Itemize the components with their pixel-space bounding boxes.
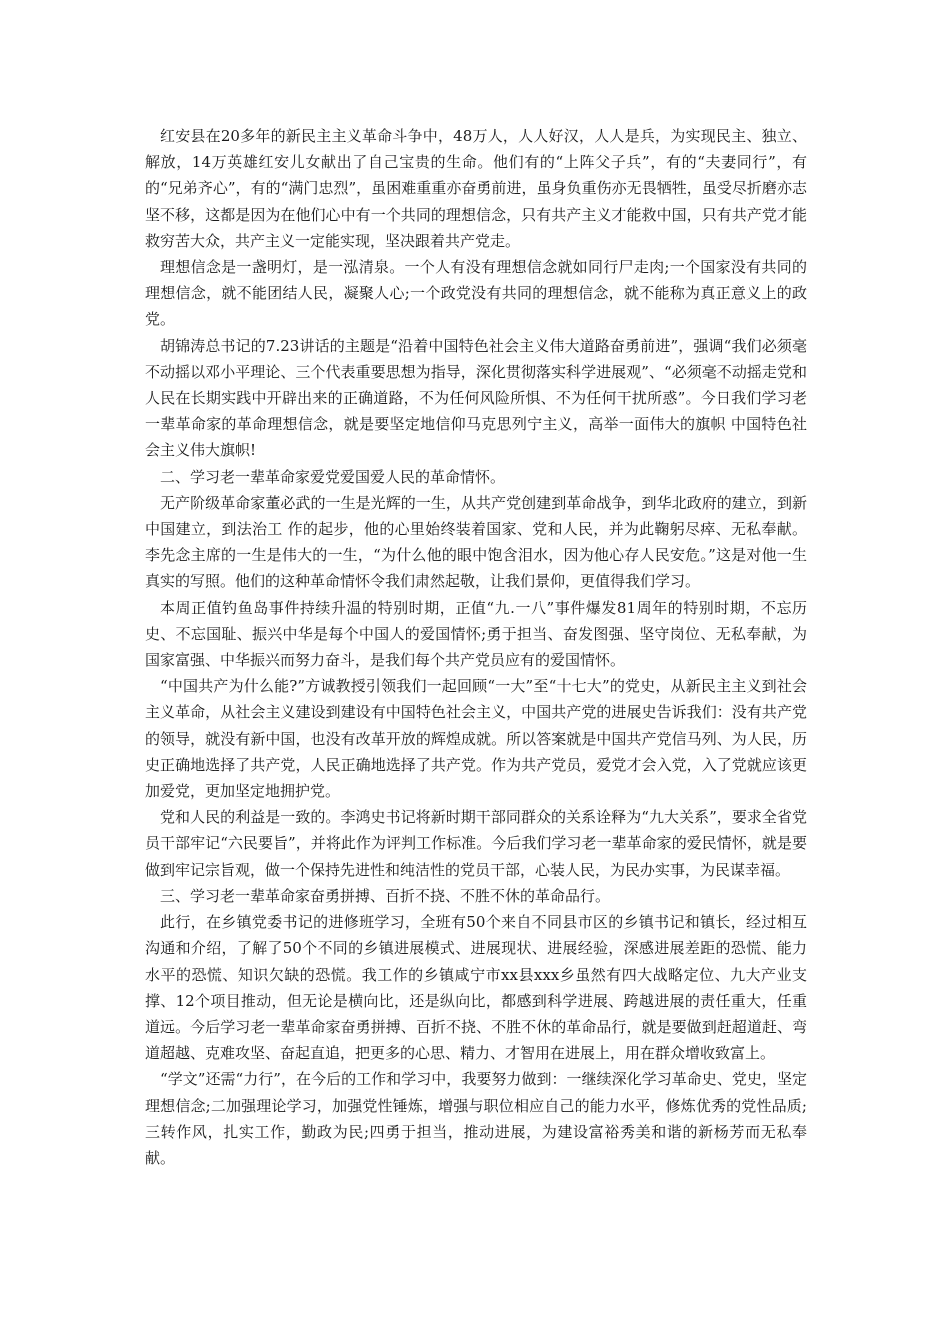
- document-body: [145, 123, 807, 1171]
- paragraph-study-and-practice: “学文”还需“力行”，在今后的工作和学习中，我要努力做到：一继续深化学习革命史、党史，坚定理想信念;二加强理论学习，加强党性锤炼，增强与职位相应自己的能力水平，修炼优秀的党性品质;三转作风，扎实工作，勤政为民;四勇于担当，推动进展，为建设富裕秀美和谐的新杨芳而无私奉献。: [145, 1070, 807, 1167]
- paragraph-hongan-revolution: 红安县在20多年的新民主主义革命斗争中，48万人，人人好汉，人人是兵，为实现民主、独立、解放，14万英雄红安儿女献出了自己宝贵的生命。他们有的“上阵父子兵”，有的“夫妻同行”，有的“兄弟齐心”，有的“满门忠烈”，虽困难重重亦奋勇前进，虽身负重伤亦无畏牺牲，虽受尽折磨亦志坚不移，这都是因为在他们心中有一个共同的理想信念，只有共产主义才能救中国，只有共产党才能救穷苦大众，共产主义一定能实现，坚决跟着共产党走。: [145, 127, 807, 250]
- section-heading-two: 二、学习老一辈革命家爱党爱国爱人民的革命情怀。: [160, 467, 506, 486]
- paragraph-party-and-people: 党和人民的利益是一致的。李鸿史书记将新时期干部同群众的关系诠释为“九大关系”，要求全省党员干部牢记“六民要旨”，并将此作为评判工作标准。今后我们学习老一辈革命家的爱民情怀，就是要做到牢记宗旨观，做一个保持先进性和纯洁性的党员干部，心装人民，为民办实事，为民谋幸福。: [145, 808, 807, 879]
- paragraph-training-class: 此行，在乡镇党委书记的进修班学习，全班有50个来自不同县市区的乡镇书记和镇长，经过相互沟通和介绍，了解了50个不同的乡镇进展模式、进展现状、进展经验，深感进展差距的恐慌、能力水平的恐慌、知识欠缺的恐慌。我工作的乡镇咸宁市xx县xxx乡虽然有四大战略定位、九大产业支撑、12个项目推动，但无论是横向比，还是纵向比，都感到科学进展、跨越进展的责任重大，任重道远。今后学习老一辈革命家奋勇拼搏、百折不挠、不胜不休的革命品行，就是要做到赶超道赶、弯道超越、克难攻坚、奋起直追，把更多的心思、精力、才智用在进展上，用在群众增收致富上。: [145, 913, 807, 1063]
- section-heading-three: 三、学习老一辈革命家奋勇拼搏、百折不挠、不胜不休的革命品行。: [160, 886, 611, 905]
- paragraph-party-history: “中国共产为什么能?”方诚教授引领我们一起回顾“一大”至“十七大”的党史，从新民主主义到社会主义革命，从社会主义建设到建设有中国特色社会主义，中国共产党的进展史告诉我们：没有共产党的领导，就没有新中国，也没有改革开放的辉煌成就。所以答案就是中国共产党信马列、为人民，历史正确地选择了共产党，人民正确地选择了共产党。作为共产党员，爱党才会入党，入了党就应该更加爱党，更加坚定地拥护党。: [145, 677, 807, 801]
- paragraph-ideals-belief: 理想信念是一盏明灯，是一泓清泉。一个人有没有理想信念就如同行尸走肉;一个国家没有共同的理想信念，就不能团结人民，凝聚人心;一个政党没有共同的理想信念，就不能称为真正意义上的政党。: [145, 258, 807, 329]
- paragraph-dong-biwu: 无产阶级革命家董必武的一生是光辉的一生，从共产党创建到革命战争，到华北政府的建立，到新中国建立，到法治工 作的起步，他的心里始终装着国家、党和人民，并为此鞠躬尽瘁、无私奉献。李先念主席的一生是伟大的一生，“为什么他的眼中饱含泪水，因为他心存人民安危。”这是对他一生真实的写照。他们的这种革命情怀令我们肃然起敬，让我们景仰，更值得我们学习。: [145, 493, 807, 591]
- paragraph-hu-jintao-speech: 胡锦涛总书记的7.23讲话的主题是“沿着中国特色社会主义伟大道路奋勇前进”，强调“我们必须毫不动摇以邓小平理论、三个代表重要思想为指导，深化贯彻落实科学进展观”、“必须毫不动摇走党和人民在长期实践中开辟出来的正确道路，不为任何风险所惧、不为任何干扰所惑”。今日我们学习老一辈革命家的革命理想信念，就是要坚定地信仰马克思列宁主义，高举一面伟大的旗帜 中国特色社会主义伟大旗帜!: [145, 336, 807, 460]
- paragraph-diaoyu-island: 本周正值钓鱼岛事件持续升温的特别时期，正值“九.一八”事件爆发81周年的特别时期，不忘历史、不忘国耻、振兴中华是每个中国人的爱国情怀;勇于担当、奋发图强、坚守岗位、无私奉献，为国家富强、中华振兴而努力奋斗，是我们每个共产党员应有的爱国情怀。: [145, 598, 807, 670]
